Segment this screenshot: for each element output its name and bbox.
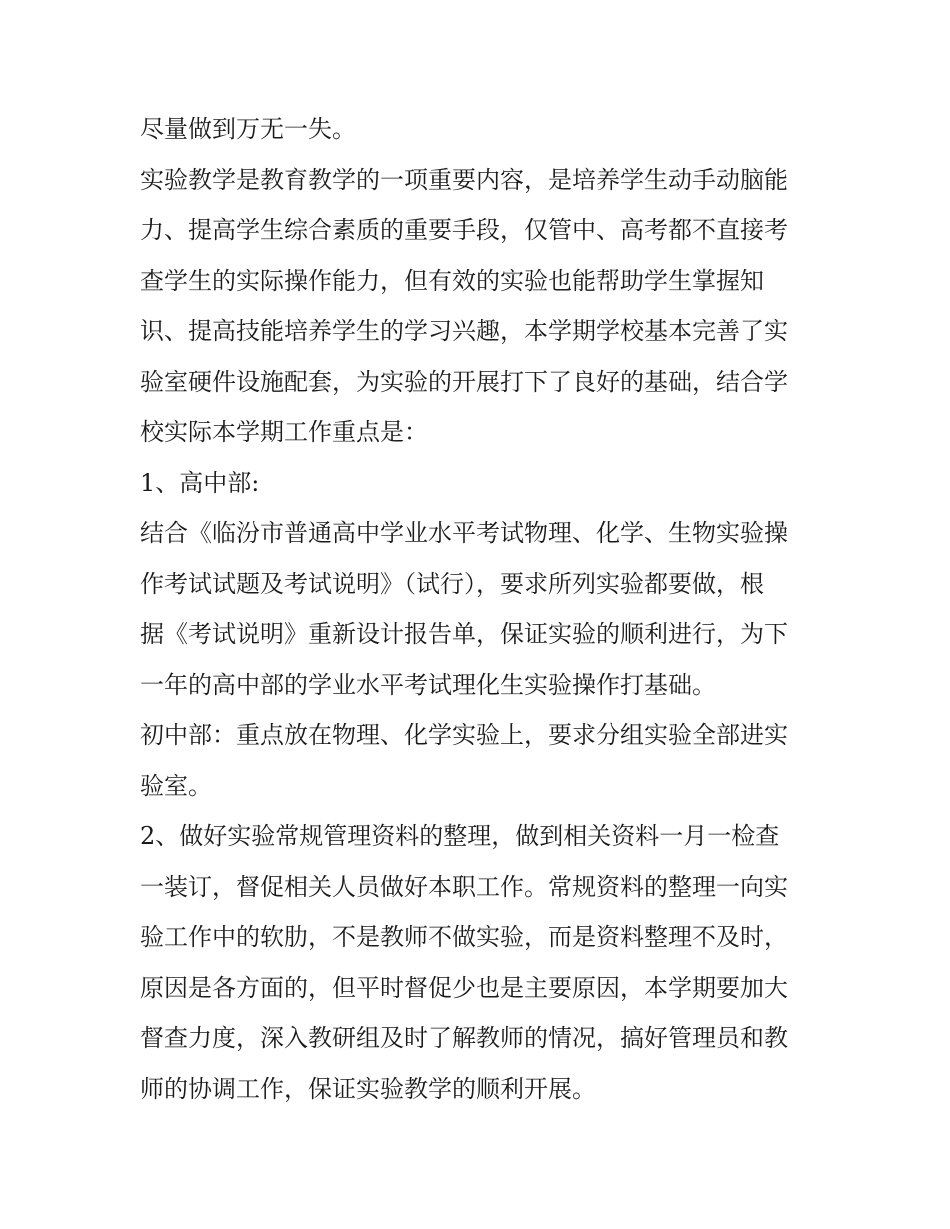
text-line: 初中部：重点放在物理、化学实验上，要求分组实验全部进实 xyxy=(140,721,788,749)
text-line: 原因是各方面的，但平时督促少也是主要原因，本学期要加大 xyxy=(140,973,788,1002)
text-line: 力、提高学生综合素质的重要手段，仅管中、高考都不直接考 xyxy=(140,216,788,244)
text-line: 验室。 xyxy=(140,771,212,800)
text-line: 结合《临汾市普通高中学业水平考试物理、化学、生物实验操 xyxy=(140,519,788,547)
text-line: 督查力度，深入教研组及时了解教师的情况，搞好管理员和教 xyxy=(140,1024,788,1052)
section-heading: 1、高中部: xyxy=(140,468,260,497)
text-line: 尽量做到万无一失。 xyxy=(140,115,356,143)
text-line: 据《考试说明》重新设计报告单，保证实验的顺利进行，为下 xyxy=(140,620,788,648)
text-line: 作考试试题及考试说明》（试行），要求所列实验都要做，根 xyxy=(140,569,764,598)
text-line: 验工作中的软肋，不是教师不做实验，而是资料整理不及时， xyxy=(140,923,788,951)
text-line: 校实际本学期工作重点是： xyxy=(140,418,428,446)
text-line: 一年的高中部的学业水平考试理化生实验操作打基础。 xyxy=(140,670,716,699)
text-line: 师的协调工作，保证实验教学的顺利开展。 xyxy=(140,1074,596,1103)
document-body xyxy=(140,104,820,1114)
text-line: 2、做好实验常规管理资料的整理，做到相关资料一月一检查 xyxy=(140,822,780,850)
text-line: 查学生的实际操作能力，但有效的实验也能帮助学生掌握知 xyxy=(140,266,764,295)
text-line: 实验教学是教育教学的一项重要内容，是培养学生动手动脑能 xyxy=(140,165,788,194)
text-line: 验室硬件设施配套，为实验的开展打下了良好的基础，结合学 xyxy=(140,367,788,396)
text-line: 一装订，督促相关人员做好本职工作。常规资料的整理一向实 xyxy=(140,872,788,901)
text-line: 识、提高技能培养学生的学习兴趣，本学期学校基本完善了实 xyxy=(140,317,788,345)
